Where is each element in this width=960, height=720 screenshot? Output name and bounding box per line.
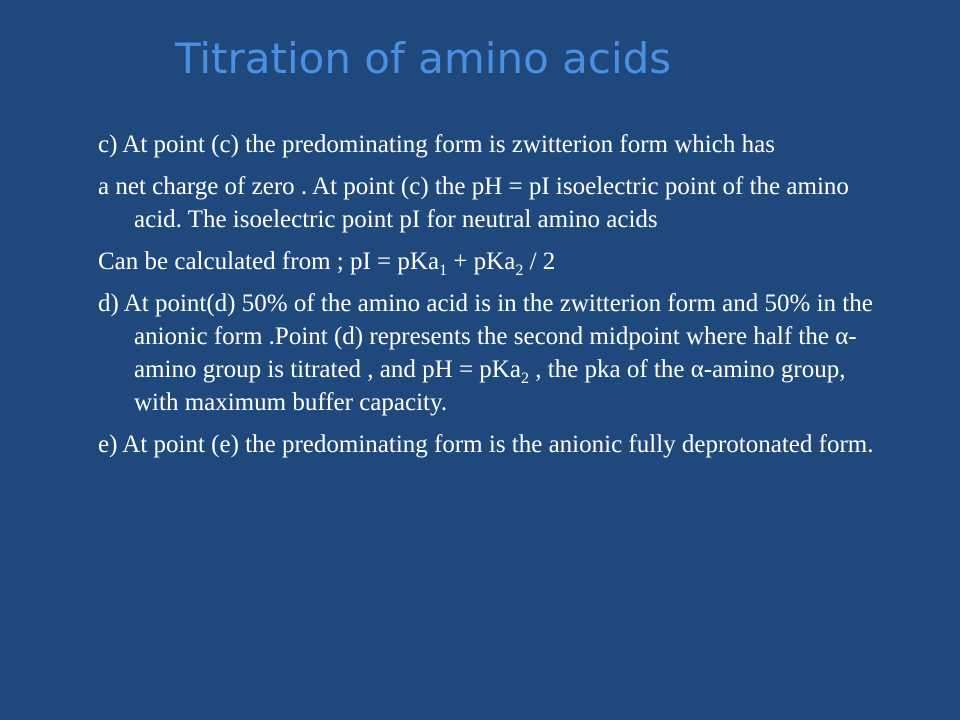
- paragraph-net-charge: a net charge of zero . At point (c) the pH = pI isoelectric point of the amino acid. The isoelectric point pI for neutral amino acids: [98, 173, 849, 233]
- formula-text-c: / 2: [523, 248, 556, 275]
- slide-body: [98, 128, 888, 470]
- formula-subscript-2: 2: [515, 262, 524, 279]
- formula-text-b: + pKa: [447, 248, 516, 275]
- formula-text-a: Can be calculated from ; pI = pKa: [98, 248, 440, 275]
- paragraph-point-c: c) At point (c) the predominating form is zwitterion form which has: [98, 131, 775, 158]
- paragraph-point-e: e) At point (e) the predominating form is the anionic fully deprotonated form.: [98, 431, 874, 458]
- paragraph-point-d: [98, 287, 888, 419]
- slide-title: Titration of amino acids: [175, 34, 672, 83]
- point-d-text-a: d) At point(d) 50% of the amino acid is in the zwitterion form and 50% in the anionic form .Point (d) represents the second midpoint where half the α-amino group is titrated , and pH = pKa: [98, 290, 873, 383]
- formula-subscript-1: 1: [439, 262, 448, 279]
- paragraph-pi-formula: [98, 245, 888, 278]
- point-d-text-b: , the pka of the α-amino group, with maximum buffer capacity.: [134, 356, 846, 416]
- point-d-subscript-2: 2: [520, 370, 529, 387]
